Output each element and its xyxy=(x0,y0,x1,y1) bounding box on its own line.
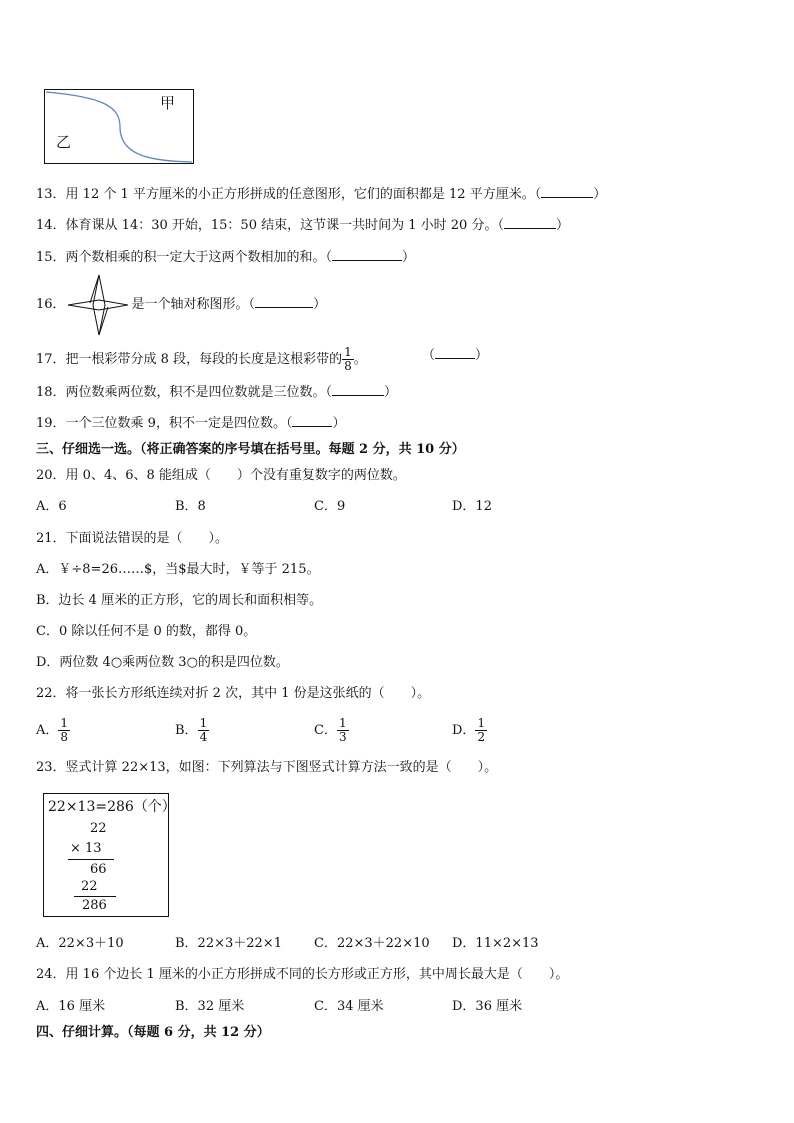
q23-option-a[interactable]: A．22×3＋10 xyxy=(36,936,124,951)
question-14: 14．体育课从 14：30 开始，15：50 结束，这节课一共时间为 1 小时 20 分。（ ） xyxy=(36,218,569,233)
answer-blank-15[interactable] xyxy=(332,248,402,261)
q23-option-d[interactable]: D．11×2×13 xyxy=(452,936,539,951)
q22-option-d[interactable]: D． $\frac{1}{2}$ xyxy=(452,716,486,744)
q24-option-b[interactable]: B．32 厘米 xyxy=(175,999,245,1014)
question-13: 13．用 12 个 1 平方厘米的小正方形拼成的任意图形，它们的面积都是 12 平方厘米。（ ） xyxy=(36,187,607,202)
question-24: 24．用 16 个边长 1 厘米的小正方形拼成不同的长方形或正方形，其中周长最大是（ ）。 xyxy=(36,967,569,982)
q23-option-b[interactable]: B．22×3＋22×1 xyxy=(175,936,282,951)
question-21: 21．下面说法错误的是（ ）。 xyxy=(36,531,229,546)
q21-option-c[interactable]: C．0 除以任何不是 0 的数，都得 0。 xyxy=(36,624,257,639)
curve-figure xyxy=(44,89,194,164)
q23-option-c[interactable]: C．22×3＋22×10 xyxy=(314,936,430,951)
question-17: 17．把一根彩带分成 8 段，每段的长度是这根彩带的 $\frac{1}{8}$ 。 xyxy=(36,345,367,373)
q21-option-a[interactable]: A．￥÷8=26……$，当$最大时，￥等于 215。 xyxy=(36,562,320,577)
section-3-heading: 三、仔细选一选。（将正确答案的序号填在括号里。每题 2 分，共 10 分） xyxy=(36,442,465,457)
question-15: 15．两个数相乘的积一定大于这两个数相加的和。（ ） xyxy=(36,250,416,265)
question-22: 22．将一张长方形纸连续对折 2 次，其中 1 份是这张纸的（ ）。 xyxy=(36,686,431,701)
calc-row-partial-2: 22 xyxy=(81,879,98,894)
fraction-one-eighth: $\frac{1}{8}$ xyxy=(344,345,352,373)
q20-option-d[interactable]: D．12 xyxy=(452,499,492,514)
section-4-heading: 四、仔细计算。（每题 6 分，共 12 分） xyxy=(36,1025,270,1040)
q24-option-a[interactable]: A．16 厘米 xyxy=(36,999,106,1014)
calc-row-multiplier: × 13 xyxy=(70,841,102,856)
q24-option-c[interactable]: C．34 厘米 xyxy=(314,999,384,1014)
label-yi: 乙 xyxy=(56,133,72,151)
calc-rule-2 xyxy=(74,896,116,897)
question-20: 20．用 0、4、6、8 能组成（ ）个没有重复数字的两位数。 xyxy=(36,468,406,483)
q22-option-a[interactable]: A． $\frac{1}{8}$ xyxy=(36,716,69,744)
question-17-answer: （ ） xyxy=(422,348,489,363)
vertical-calculation-box xyxy=(43,793,176,917)
q20-option-b[interactable]: B．8 xyxy=(175,499,206,514)
answer-blank-18[interactable] xyxy=(332,383,384,396)
q12-figure xyxy=(44,89,194,164)
calc-row-result: 286 xyxy=(82,898,107,913)
q20-option-c[interactable]: C．9 xyxy=(314,499,346,514)
calc-header: 22×13=286（个） xyxy=(48,799,176,815)
q24-option-d[interactable]: D．36 厘米 xyxy=(452,999,523,1014)
calc-row-partial-1: 66 xyxy=(90,862,107,877)
calc-rule-1 xyxy=(68,859,114,860)
label-jia: 甲 xyxy=(160,94,176,112)
answer-blank-19[interactable] xyxy=(292,414,332,427)
question-19: 19．一个三位数乘 9，积不一定是四位数。（ ） xyxy=(36,416,346,431)
pinwheel-figure xyxy=(66,273,130,341)
question-23: 23．竖式计算 22×13，如图：下列算法与下图竖式计算方法一致的是（ ）。 xyxy=(36,760,498,775)
question-16: 16． 是一个轴对称图形。（ ） xyxy=(36,297,327,312)
question-18: 18．两位数乘两位数，积不是四位数就是三位数。（ ） xyxy=(36,385,398,400)
calc-row-multiplicand: 22 xyxy=(90,821,107,836)
q22-option-b[interactable]: B． $\frac{1}{4}$ xyxy=(175,716,208,744)
answer-blank-17[interactable] xyxy=(435,346,475,359)
answer-blank-14[interactable] xyxy=(504,216,556,229)
answer-blank-16[interactable] xyxy=(255,295,313,308)
q21-option-b[interactable]: B．边长 4 厘米的正方形，它的周长和面积相等。 xyxy=(36,593,323,608)
q20-option-a[interactable]: A．6 xyxy=(36,499,67,514)
answer-blank-13[interactable] xyxy=(541,185,593,198)
q21-option-d[interactable]: D．两位数 4○乘两位数 3○的积是四位数。 xyxy=(36,655,289,670)
q22-option-c[interactable]: C． $\frac{1}{3}$ xyxy=(314,716,347,744)
